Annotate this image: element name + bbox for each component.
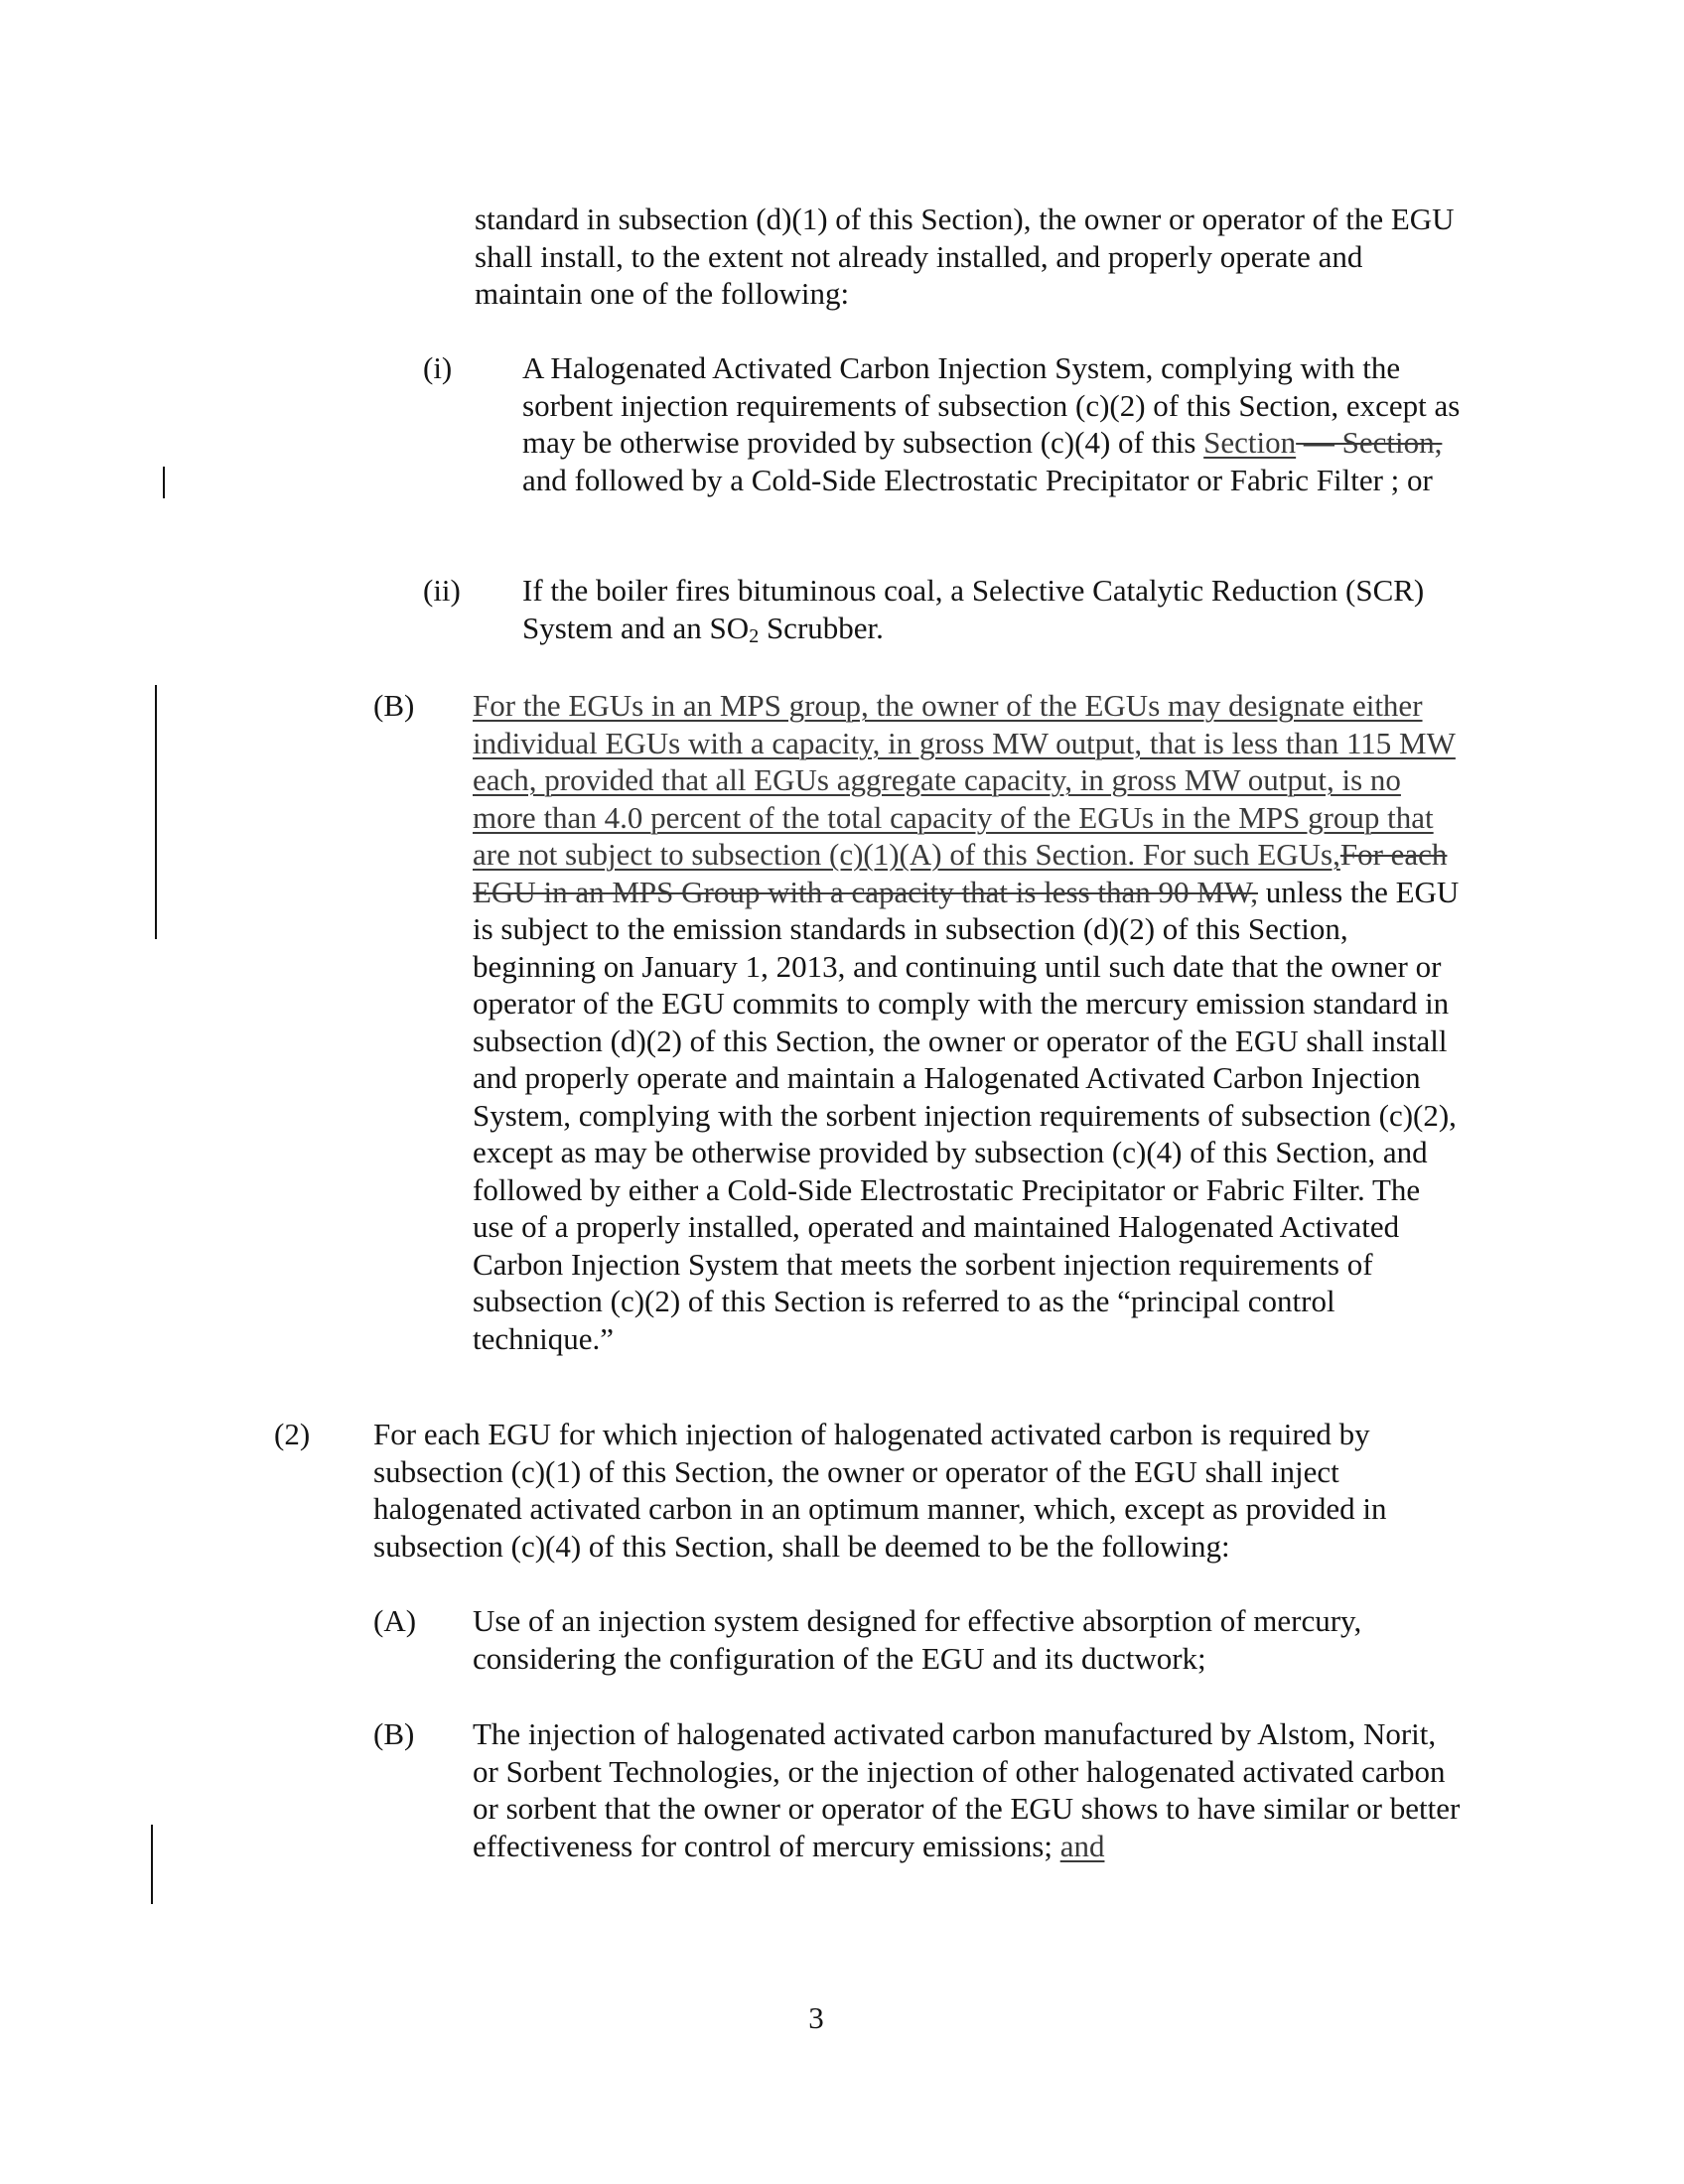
item-2-text: For each EGU for which injection of halogenated activated carbon is required by subsection (c)(1) of this Section, the owner or operator of the EGU shall inject halogenated activated carbon in an optimum manner, which, except as provided in subsection (c)(4) of this Section, shall be deemed to be the following: bbox=[373, 1417, 1387, 1564]
change-bar-item-b2 bbox=[151, 1825, 153, 1904]
item-i-deleted-text: — Section, bbox=[1296, 425, 1443, 460]
item-i-text-a: A Halogenated Activated Carbon Injection System, complying with the sorbent injection requirements of subsection (c)(2) of this Section, except as may be otherwise provided by subsection (c)(4) of this bbox=[522, 350, 1461, 460]
item-i-label: (i) bbox=[423, 350, 453, 385]
item-b-text: unless the EGU is subject to the emission standards in subsection (d)(2) of this Section, beginning on January 1, 2013, and continuing until such date that the owner or operator of the EGU commits to comply with the mercury emission standard in subsection (d)(2) of this Section, the owner or operator of the EGU shall install and properly operate and maintain a Halogenated Activated Carbon Injection System, complying with the sorbent injection requirements of subsection (c)(2), except as may be otherwise provided by subsection (c)(4) of this Section, and followed by either a Cold-Side Electrostatic Precipitator or Fabric Filter. The use of a properly installed, operated and maintained Halogenated Activated Carbon Injection System that meets the sorbent injection requirements of subsection (c)(2) of this Section is referred to as the “principal control technique.” bbox=[473, 874, 1460, 1356]
item-2-paragraph bbox=[373, 1416, 1468, 1565]
item-i-text-b: and followed by a Cold-Side Electrostatic Precipitator or Fabric Filter ; or bbox=[522, 462, 1433, 497]
item-a-text: Use of an injection system designed for effective absorption of mercury, considering the configuration of the EGU and its ductwork; bbox=[473, 1603, 1362, 1676]
item-b2-text: The injection of halogenated activated carbon manufactured by Alstom, Norit, or Sorbent Technologies, or the injection of other halogenated activated carbon or sorbent that the owner or operator of the EGU shows to have similar or better effectiveness for control of mercury emissions; bbox=[473, 1716, 1461, 1863]
item-a-label: (A) bbox=[373, 1603, 417, 1638]
item-a-paragraph bbox=[473, 1602, 1468, 1677]
item-i-inserted-text: Section bbox=[1203, 425, 1297, 460]
item-b-deleted-text: For each EGU in an MPS Group with a capacity that is less than 90 MW, bbox=[473, 837, 1448, 909]
page-number: 3 bbox=[808, 2000, 824, 2035]
item-b2-label: (B) bbox=[373, 1716, 415, 1751]
change-bar-item-b bbox=[155, 685, 157, 939]
item-b2-inserted-text: and bbox=[1059, 1828, 1105, 1863]
item-b-label: (B) bbox=[373, 688, 415, 723]
item-2-label: (2) bbox=[274, 1417, 311, 1451]
item-ii-text-b: Scrubber. bbox=[759, 610, 884, 645]
intro-text: standard in subsection (d)(1) of this Section), the owner or operator of the EGU shall install, to the extent not already installed, and properly operate and maintain one of the following: bbox=[475, 202, 1455, 311]
change-bar-item-i bbox=[163, 467, 165, 498]
item-ii-subscript: 2 bbox=[749, 624, 760, 647]
item-b-paragraph bbox=[473, 687, 1468, 1357]
item-b-inserted-text: For the EGUs in an MPS group, the owner of the EGUs may designate either individual EGUs with a capacity, in gross MW output, that is less than 115 MW each, provided that all EGUs aggregate capacity, in gross MW output, is no more than 4.0 percent of the total capacity of the EGUs in the MPS group that are not subject to subsection (c)(1)(A) of this Section. For such EGUs, bbox=[473, 688, 1456, 872]
intro-paragraph bbox=[475, 201, 1468, 313]
item-b2-paragraph bbox=[473, 1715, 1468, 1864]
item-ii-label: (ii) bbox=[423, 573, 461, 608]
item-i-paragraph bbox=[522, 349, 1466, 498]
item-ii-paragraph bbox=[522, 572, 1466, 646]
item-ii-text-a: If the boiler fires bituminous coal, a Selective Catalytic Reduction (SCR) System and an SO bbox=[522, 573, 1425, 645]
